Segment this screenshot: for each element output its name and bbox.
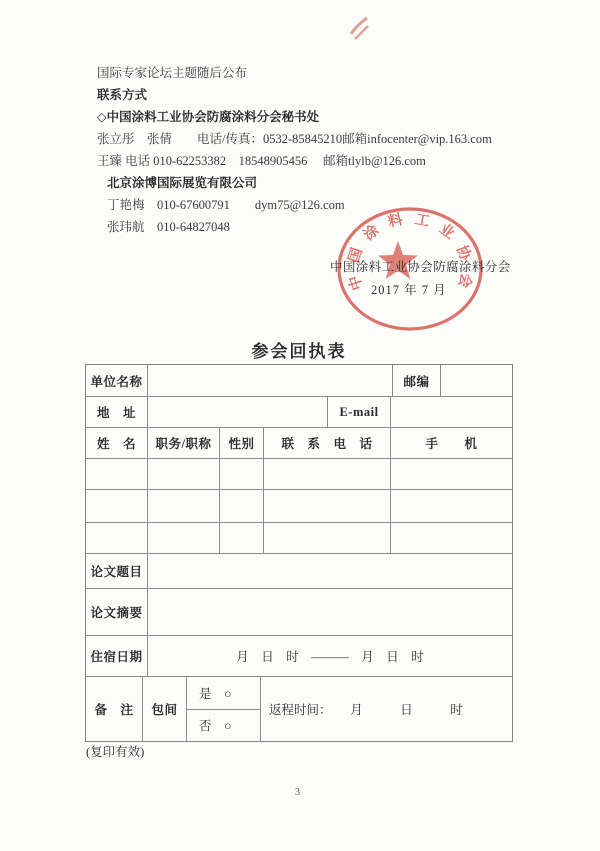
phone-field [264,459,391,489]
mobile-header: 手 机 [425,437,478,451]
row-attendee-blank-1 [86,459,512,490]
intro-line-contact-2: 王臻 电话 010-62253382 18548905456 邮箱tlylb@126.com [97,154,426,168]
private-room-options [187,677,261,741]
copy-valid-note: (复印有效) [86,745,145,759]
position-field [148,523,220,553]
address-field [148,397,328,427]
mobile-field [391,523,512,553]
gender-field [220,459,264,489]
gender-field [220,523,264,553]
phone-field [264,523,391,553]
page-number: 3 [295,787,300,798]
private-room-yes-option: 是 ○ [187,677,260,710]
stay-dates-field: 月 日 时 ——— 月 日 时 [236,650,424,664]
phone-header: 联 系 电 话 [264,428,391,458]
issue-date: 2017 年 7 月 [371,283,447,297]
name-field [86,490,148,522]
paper-title-label: 论文题目 [86,554,148,588]
position-header: 职务/职称 [148,428,220,458]
intro-line-contact-4: 张玮航 010-64827048 [107,220,230,234]
mobile-field [391,490,512,522]
unit-name-field [148,365,393,396]
remark-label: 备 注 [86,677,143,741]
row-attendee-blank-3 [86,523,512,554]
row-remarks [86,677,512,741]
position-field [148,490,220,522]
row-stay-dates [86,636,512,677]
name-field [86,523,148,553]
intro-line-contact-1: 张立彤 张倩 电话/传真：0532-85845210邮箱infocenter@vip.163.com [97,132,492,146]
row-paper-abstract [86,589,512,636]
position-field [148,459,220,489]
paper-abstract-label: 论文摘要 [86,589,148,635]
mobile-field [391,459,512,489]
form-title: 参会回执表 [251,342,347,361]
row-address [86,397,512,428]
row-attendee-blank-2 [86,490,512,523]
private-room-no-option: 否 ○ [199,719,232,734]
unit-name-label: 单位名称 [86,365,148,396]
email-field [391,397,512,427]
phone-field [264,490,391,522]
red-ink-mark-icon [348,13,370,41]
name-header: 姓 名 [86,428,148,458]
private-room-label: 包间 [143,677,187,741]
paper-title-field [148,554,512,588]
gender-field [220,490,264,522]
intro-line-forum-notice: 国际专家论坛主题随后公布 [97,66,248,80]
intro-line-company: 北京涂博国际展览有限公司 [107,176,258,190]
seal-ring-text: 中国涂料工业协会 [346,211,475,293]
email-label: E-mail [328,397,391,427]
name-field [86,459,148,489]
row-attendee-header [86,428,512,459]
intro-line-contact-heading: 联系方式 [97,88,148,102]
issuer-name: 中国涂料工业协会防腐涂料分会 [330,260,511,274]
intro-line-secretariat: ◇中国涂料工业协会防腐涂料分会秘书处 [97,110,320,124]
address-label: 地 址 [86,397,148,427]
row-unit-name [86,365,512,397]
postcode-field [441,365,512,396]
paper-abstract-field [148,589,512,635]
gender-header: 性别 [220,428,264,458]
intro-line-contact-3: 丁艳梅 010-67600791 dym75@126.com [107,198,345,212]
return-time-field: 返程时间： 月 日 时 [269,703,463,717]
row-paper-title [86,554,512,589]
postcode-label: 邮编 [393,365,441,396]
stay-dates-label: 住宿日期 [86,636,148,676]
reply-form-table [85,364,513,742]
